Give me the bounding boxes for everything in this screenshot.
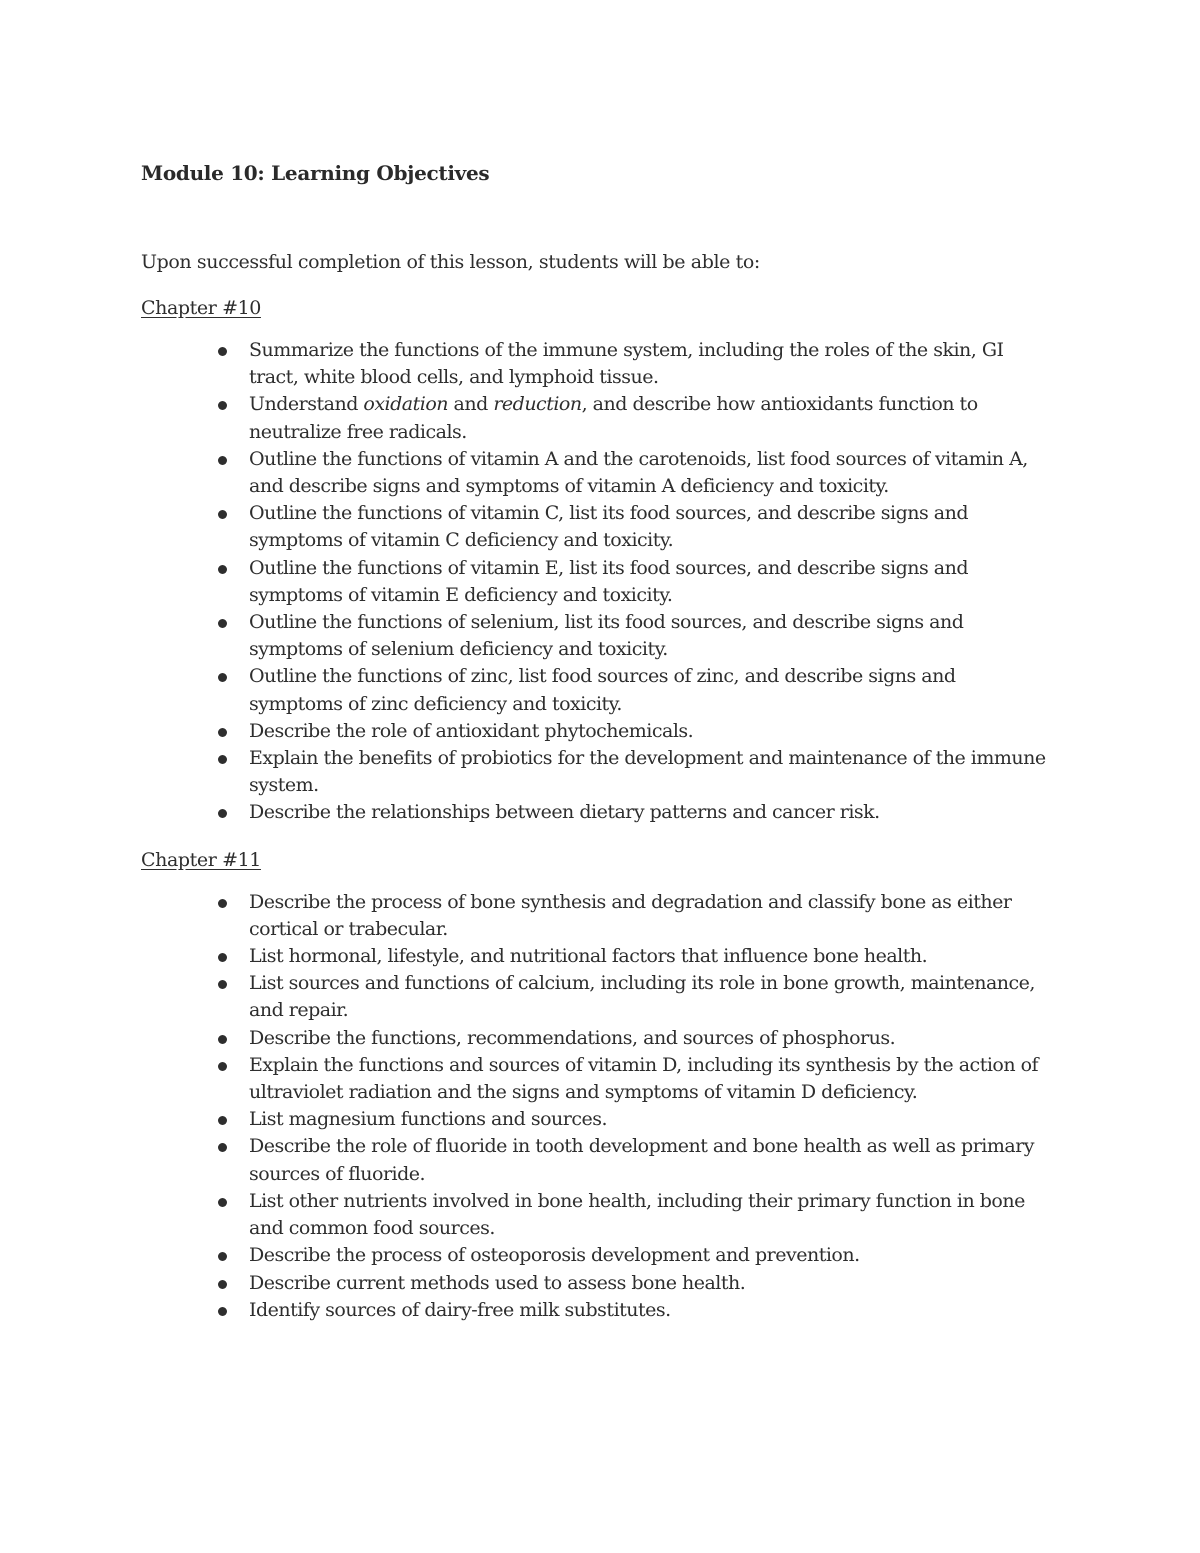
objective-text: Describe the relationships between dietary patterns and cancer risk. <box>249 801 880 824</box>
objective-text: Outline the functions of vitamin C, list its food sources, and describe signs and symptoms of vitamin C deficiency and toxicity. <box>249 502 969 552</box>
bullet-icon <box>218 899 227 908</box>
bullet-icon <box>218 456 227 465</box>
list-item <box>249 1052 1071 1106</box>
list-item <box>249 1133 1071 1187</box>
list-item <box>249 337 1071 391</box>
bullet-icon <box>218 1143 227 1152</box>
bullet-icon <box>218 347 227 356</box>
list-item <box>249 1106 1071 1133</box>
bullet-icon <box>218 510 227 519</box>
objective-text-italic: oxidation <box>363 393 449 416</box>
objective-text: Outline the functions of selenium, list its food sources, and describe signs and symptoms of selenium deficiency and toxicity. <box>249 611 964 661</box>
chapter-10-objectives <box>141 337 1071 827</box>
list-item <box>249 1270 1071 1297</box>
objective-text: Describe current methods used to assess bone health. <box>249 1271 746 1294</box>
list-item <box>249 1188 1071 1242</box>
intro-text: Upon successful completion of this lesson, students will be able to: <box>141 251 760 273</box>
list-item <box>249 446 1071 500</box>
objective-text: Describe the role of fluoride in tooth development and bone health as well as primary sources of fluoride. <box>249 1135 1035 1185</box>
chapter-10-heading: Chapter #10 <box>141 297 261 319</box>
objective-text: Describe the functions, recommendations, and sources of phosphorus. <box>249 1026 896 1049</box>
objective-text: List other nutrients involved in bone health, including their primary function in bone and common food sources. <box>249 1189 1025 1240</box>
bullet-icon <box>218 1307 227 1316</box>
bullet-icon <box>218 980 227 989</box>
bullet-icon <box>218 809 227 818</box>
document-page <box>141 158 1071 1324</box>
objective-text-part: , and describe how antioxidants function to neutralize free radicals. <box>249 393 978 443</box>
bullet-icon <box>218 953 227 962</box>
objective-text: Outline the functions of vitamin A and the carotenoids, list food sources of vitamin A, and describe signs and symptoms of vitamin A deficiency and toxicity. <box>249 447 1028 498</box>
list-item <box>249 663 1071 717</box>
list-item <box>249 1025 1071 1052</box>
objective-text-part: and <box>448 393 494 416</box>
bullet-icon <box>218 619 227 628</box>
objective-text-part: Understand <box>249 393 364 416</box>
list-item <box>249 1242 1071 1269</box>
list-item <box>249 943 1071 970</box>
list-item <box>249 555 1071 609</box>
objective-text: Summarize the functions of the immune system, including the roles of the skin, GI tract, white blood cells, and lymphoid tissue. <box>249 339 1004 389</box>
list-item <box>249 609 1071 663</box>
bullet-icon <box>218 1062 227 1071</box>
bullet-icon <box>218 1280 227 1289</box>
objective-text: List hormonal, lifestyle, and nutritional factors that influence bone health. <box>249 945 928 968</box>
objective-text: Identify sources of dairy-free milk substitutes. <box>249 1298 671 1321</box>
bullet-icon <box>218 401 227 410</box>
bullet-icon <box>218 1198 227 1207</box>
objective-text: Describe the process of bone synthesis and degradation and classify bone as either cortical or trabecular. <box>249 890 1012 940</box>
bullet-icon <box>218 1035 227 1044</box>
chapter-11-objectives <box>141 889 1071 1324</box>
list-item <box>249 745 1071 799</box>
objective-text: Describe the role of antioxidant phytochemicals. <box>249 719 694 742</box>
objective-text: Describe the process of osteoporosis development and prevention. <box>249 1244 860 1267</box>
list-item <box>249 500 1071 554</box>
objective-text: List sources and functions of calcium, including its role in bone growth, maintenance, and repair. <box>249 972 1035 1022</box>
objective-text-italic: reduction <box>493 393 582 416</box>
bullet-icon <box>218 673 227 682</box>
objective-text: List magnesium functions and sources. <box>249 1108 608 1131</box>
list-item <box>249 799 1071 826</box>
list-item <box>249 391 1071 445</box>
bullet-icon <box>218 1252 227 1261</box>
bullet-icon <box>218 1116 227 1125</box>
list-item <box>249 889 1071 943</box>
objective-text: Outline the functions of vitamin E, list its food sources, and describe signs and symptoms of vitamin E deficiency and toxicity. <box>249 556 969 606</box>
objective-text: Explain the benefits of probiotics for the development and maintenance of the immune system. <box>249 747 1046 797</box>
list-item <box>249 1297 1071 1324</box>
bullet-icon <box>218 755 227 764</box>
list-item <box>249 718 1071 745</box>
objective-text: Explain the functions and sources of vitamin D, including its synthesis by the action of ultraviolet radiation and the signs and symptoms of vitamin D deficiency. <box>249 1053 1039 1104</box>
chapter-11-heading: Chapter #11 <box>141 848 261 871</box>
bullet-icon <box>218 565 227 574</box>
objective-text: Outline the functions of zinc, list food sources of zinc, and describe signs and symptoms of zinc deficiency and toxicity. <box>249 665 956 715</box>
list-item <box>249 970 1071 1024</box>
page-title: Module 10: Learning Objectives <box>141 161 490 185</box>
bullet-icon <box>218 728 227 737</box>
